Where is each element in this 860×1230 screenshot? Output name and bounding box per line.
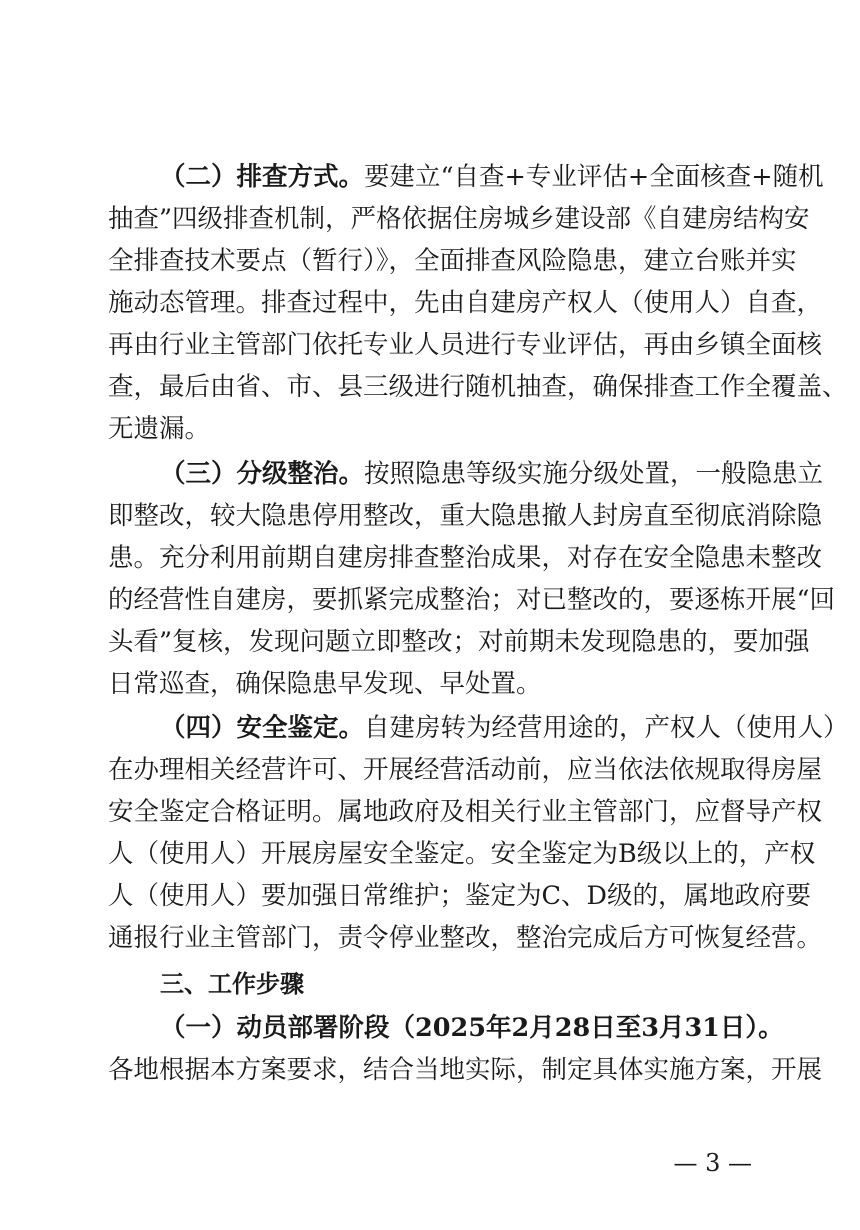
- paragraph-line: 的经营性自建房，要抓紧完成整治；对已整改的，要逐栋开展“回: [108, 585, 836, 615]
- paragraph-line: 人（使用人）要加强日常维护；鉴定为C、D级的，属地政府要: [108, 881, 811, 911]
- paragraph-text: 要建立“自查+专业评估+全面核查+随机: [364, 162, 824, 192]
- paragraph-line: 全排查技术要点（暂行）》，全面排查风险隐患，建立台账并实: [108, 246, 797, 276]
- section-heading: （二）排查方式。: [160, 162, 365, 192]
- paragraph-text: 按照隐患等级实施分级处置，一般隐患立: [364, 459, 824, 489]
- paragraph-line: 即整改，较大隐患停用整改，重大隐患撤人封房直至彻底消除隐: [108, 501, 823, 531]
- paragraph-line: 通报行业主管部门，责令停业整改，整治完成后方可恢复经营。: [108, 923, 823, 953]
- paragraph-line: 患。充分利用前期自建房排查整治成果，对存在安全隐患未整改: [108, 543, 823, 573]
- page-number: — 3 —: [673, 1149, 752, 1177]
- paragraph-line: 抽查”四级排查机制，严格依据住房城乡建设部《自建房结构安: [108, 204, 810, 234]
- section-heading: （四）安全鉴定。: [160, 713, 365, 743]
- section-heading: （三）分级整治。: [160, 459, 365, 489]
- paragraph-line: [160, 456, 824, 492]
- paragraph-line: [160, 710, 849, 746]
- paragraph-text: 自建房转为经营用途的，产权人（使用人）: [364, 713, 849, 743]
- paragraph-line: 各地根据本方案要求，结合当地实际，制定具体实施方案，开展: [108, 1055, 823, 1085]
- part-heading: 三、工作步骤: [160, 970, 304, 998]
- paragraph-line: 安全鉴定合格证明。属地政府及相关行业主管部门，应督导产权: [108, 797, 823, 827]
- paragraph-line: 在办理相关经营许可、开展经营活动前，应当依法依规取得房屋: [108, 755, 823, 785]
- paragraph-line: 再由行业主管部门依托专业人员进行专业评估，再由乡镇全面核: [108, 330, 823, 360]
- paragraph-line: 查，最后由省、市、县三级进行随机抽查，确保排查工作全覆盖、: [108, 372, 848, 402]
- paragraph-line: 无遗漏。: [108, 414, 211, 444]
- paragraph-line: 日常巡查，确保隐患早发现、早处置。: [108, 669, 542, 699]
- paragraph-line: 头看”复核，发现问题立即整改；对前期未发现隐患的，要加强: [108, 627, 810, 657]
- paragraph-line: 施动态管理。排查过程中，先由自建房产权人（使用人）自查，: [108, 288, 823, 318]
- stage-heading: （一）动员部署阶段（2025年2月28日至3月31日）。: [160, 1013, 784, 1043]
- paragraph-line: 人（使用人）开展房屋安全鉴定。安全鉴定为B级以上的，产权: [108, 839, 816, 869]
- paragraph-line: [160, 159, 824, 195]
